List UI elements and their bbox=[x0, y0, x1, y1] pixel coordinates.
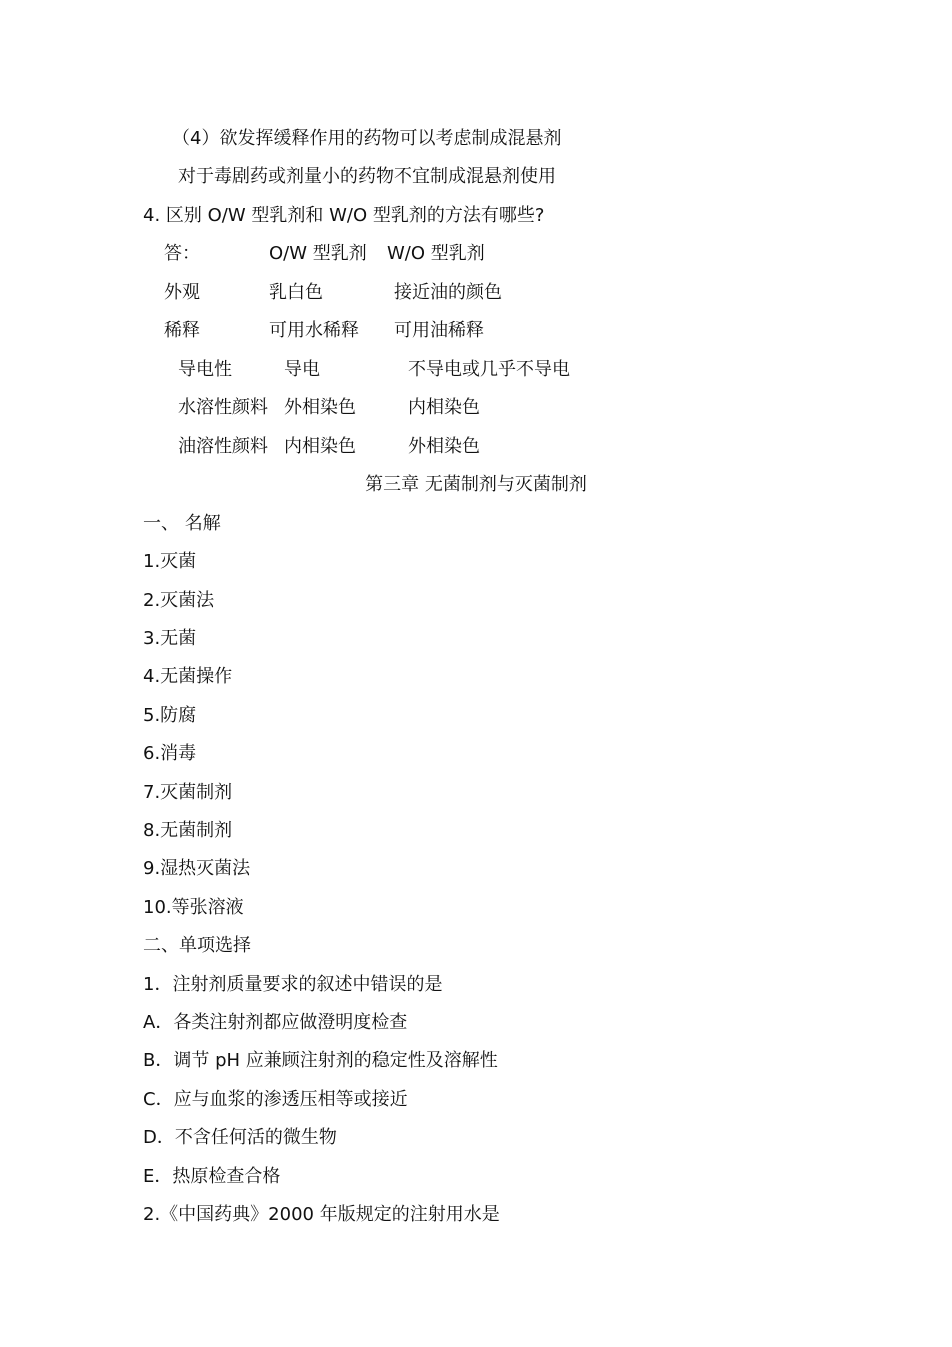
table-row-wo: 不导电或几乎不导电 bbox=[408, 359, 570, 380]
list-item: 1.灭菌 bbox=[143, 551, 197, 572]
table-row-ow: 乳白色 bbox=[269, 282, 323, 303]
option-b: B．调节 pH 应兼顾注射剂的稳定性及溶解性 bbox=[143, 1050, 498, 1071]
option-d: D．不含任何活的微生物 bbox=[143, 1127, 337, 1148]
table-row-label: 外观 bbox=[164, 282, 200, 303]
table-row-label: 稀释 bbox=[164, 320, 200, 341]
list-item: 8.无菌制剂 bbox=[143, 820, 233, 841]
table-row-ow: 内相染色 bbox=[284, 436, 356, 457]
section-title-single-choice: 二、单项选择 bbox=[143, 935, 251, 956]
list-item: 7.灭菌制剂 bbox=[143, 782, 233, 803]
question-4: 4. 区别 O/W 型乳剂和 W/O 型乳剂的方法有哪些? bbox=[143, 205, 545, 226]
question-1: 1．注射剂质量要求的叙述中错误的是 bbox=[143, 974, 443, 995]
table-row-ow: 导电 bbox=[284, 359, 320, 380]
list-item: 3.无菌 bbox=[143, 628, 197, 649]
table-row-label: 水溶性颜料 bbox=[178, 397, 268, 418]
text-line-toxic-drugs: 对于毒剧药或剂量小的药物不宜制成混悬剂使用 bbox=[178, 166, 556, 187]
table-row-wo: 外相染色 bbox=[408, 436, 480, 457]
table-header-ow: O/W 型乳剂 bbox=[269, 243, 367, 264]
list-item: 5.防腐 bbox=[143, 705, 197, 726]
table-row-wo: 内相染色 bbox=[408, 397, 480, 418]
table-row-ow: 外相染色 bbox=[284, 397, 356, 418]
table-row-wo: 接近油的颜色 bbox=[394, 282, 502, 303]
table-row-label: 油溶性颜料 bbox=[178, 436, 268, 457]
section-title-definitions: 一、 名解 bbox=[143, 513, 221, 534]
table-row-ow: 可用水稀释 bbox=[269, 320, 359, 341]
table-row-label: 导电性 bbox=[178, 359, 232, 380]
list-item: 10.等张溶液 bbox=[143, 897, 244, 918]
option-c: C．应与血浆的渗透压相等或接近 bbox=[143, 1089, 408, 1110]
option-a: A．各类注射剂都应做澄明度检查 bbox=[143, 1012, 408, 1033]
table-row-wo: 可用油稀释 bbox=[394, 320, 484, 341]
question-2: 2.《中国药典》2000 年版规定的注射用水是 bbox=[143, 1204, 500, 1225]
table-header-label: 答： bbox=[164, 243, 200, 264]
list-item: 6.消毒 bbox=[143, 743, 197, 764]
text-line-sustained-release: （4）欲发挥缓释作用的药物可以考虑制成混悬剂 bbox=[172, 128, 562, 149]
option-e: E．热原检查合格 bbox=[143, 1166, 281, 1187]
list-item: 2.灭菌法 bbox=[143, 590, 215, 611]
chapter-title: 第三章 无菌制剂与灭菌制剂 bbox=[365, 474, 587, 495]
table-header-wo: W/O 型乳剂 bbox=[387, 243, 485, 264]
list-item: 9.湿热灭菌法 bbox=[143, 858, 251, 879]
list-item: 4.无菌操作 bbox=[143, 666, 233, 687]
